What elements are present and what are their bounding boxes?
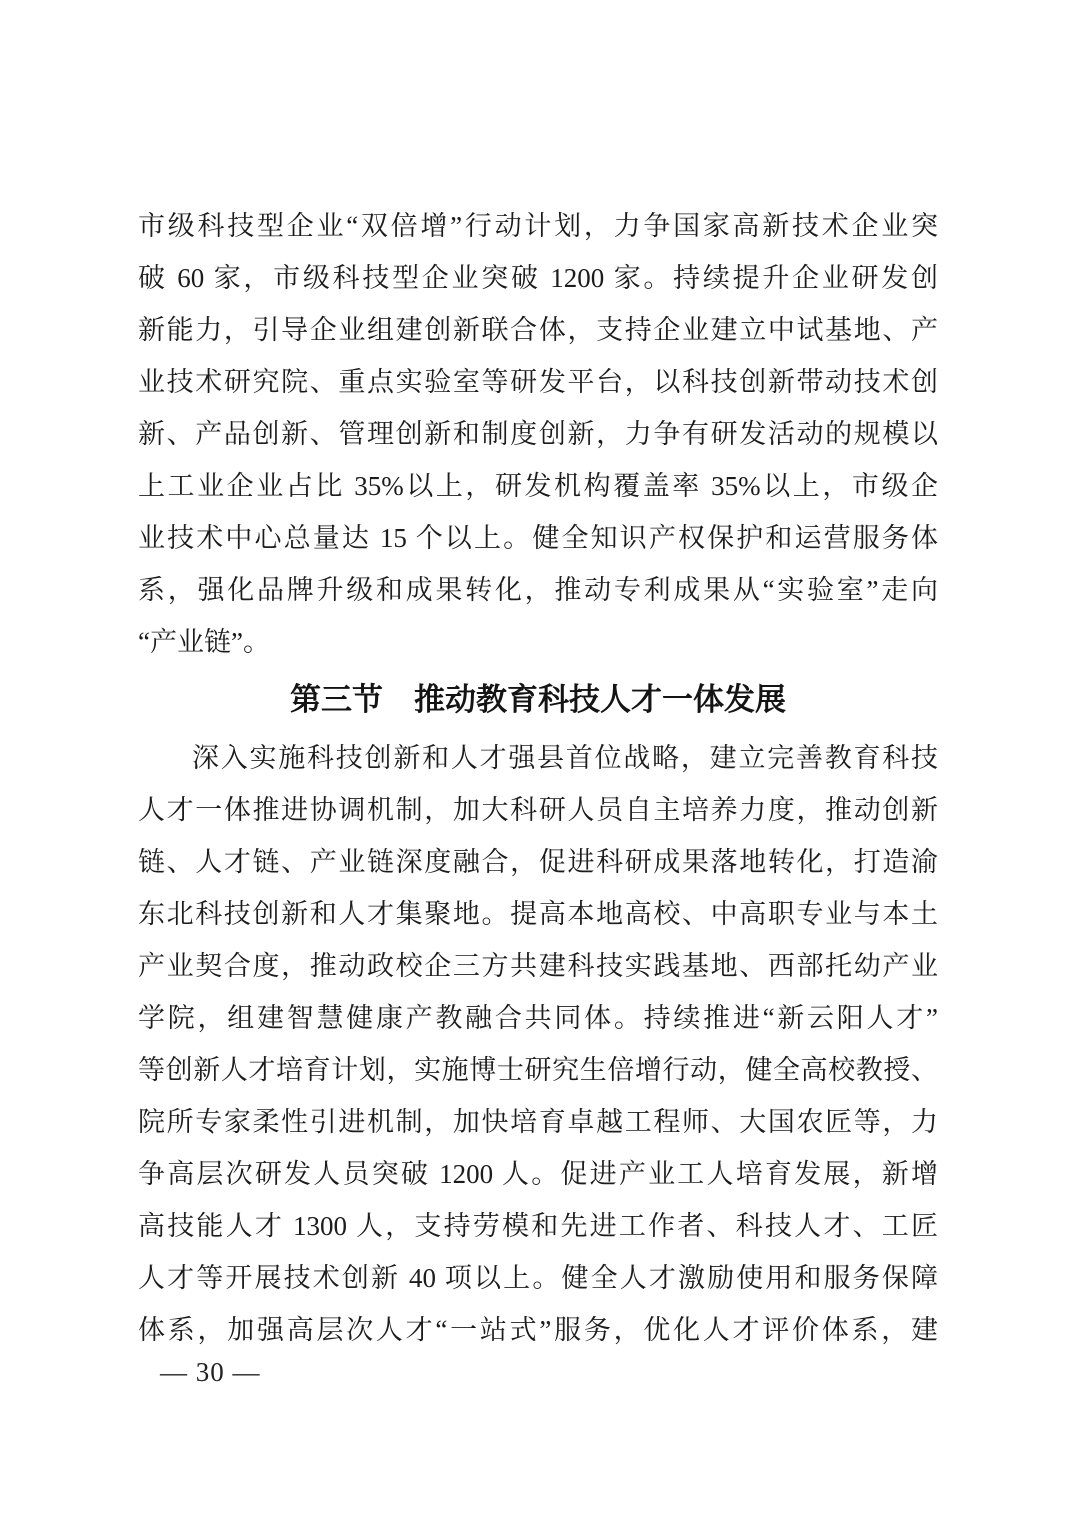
- page-content: [138, 200, 938, 1356]
- text-line: 新、产品创新、管理创新和制度创新，力争有研发活动的规模以: [138, 419, 938, 449]
- page-number: — 30 —: [160, 1357, 261, 1387]
- text-line: 院所专家柔性引进机制，加快培育卓越工程师、大国农匠等，力: [138, 1107, 938, 1137]
- text-line: 市级科技型企业“双倍增”行动计划，力争国家高新技术企业突: [138, 211, 938, 241]
- text-line: 人才一体推进协调机制，加大科研人员自主培养力度，推动创新: [138, 795, 938, 825]
- text-line: 新能力，引导企业组建创新联合体，支持企业建立中试基地、产: [138, 315, 938, 345]
- text-line: 高技能人才 1300 人，支持劳模和先进工作者、科技人才、工匠: [138, 1211, 938, 1241]
- text-line: 深入实施科技创新和人才强县首位战略，建立完善教育科技: [192, 743, 938, 773]
- text-line: “产业链”。: [138, 627, 270, 657]
- text-line: 业技术研究院、重点实验室等研发平台，以科技创新带动技术创: [138, 367, 938, 397]
- text-line: 体系，加强高层次人才“一站式”服务，优化人才评价体系，建: [138, 1315, 938, 1345]
- text-line: 东北科技创新和人才集聚地。提高本地高校、中高职专业与本土: [138, 899, 938, 929]
- section-heading: 第三节 推动教育科技人才一体发展: [290, 682, 786, 717]
- text-line: 业技术中心总量达 15 个以上。健全知识产权保护和运营服务体: [138, 523, 938, 553]
- text-line: 系，强化品牌升级和成果转化，推动专利成果从“实验室”走向: [138, 575, 938, 605]
- text-line: 人才等开展技术创新 40 项以上。健全人才激励使用和服务保障: [138, 1263, 938, 1293]
- text-line: 链、人才链、产业链深度融合，促进科研成果落地转化，打造渝: [138, 847, 938, 877]
- text-line: 等创新人才培育计划，实施博士研究生倍增行动，健全高校教授、: [138, 1055, 938, 1085]
- paragraph-section-body: [138, 732, 938, 1356]
- text-line: 破 60 家，市级科技型企业突破 1200 家。持续提升企业研发创: [138, 263, 938, 293]
- paragraph-continuation: [138, 200, 938, 668]
- text-line: 产业契合度，推动政校企三方共建科技实践基地、西部托幼产业: [138, 951, 938, 981]
- text-line: 上工业企业占比 35%以上，研发机构覆盖率 35%以上，市级企: [138, 471, 938, 501]
- text-line: 争高层次研发人员突破 1200 人。促进产业工人培育发展，新增: [138, 1159, 938, 1189]
- text-line: 学院，组建智慧健康产教融合共同体。持续推进“新云阳人才”: [138, 1003, 938, 1033]
